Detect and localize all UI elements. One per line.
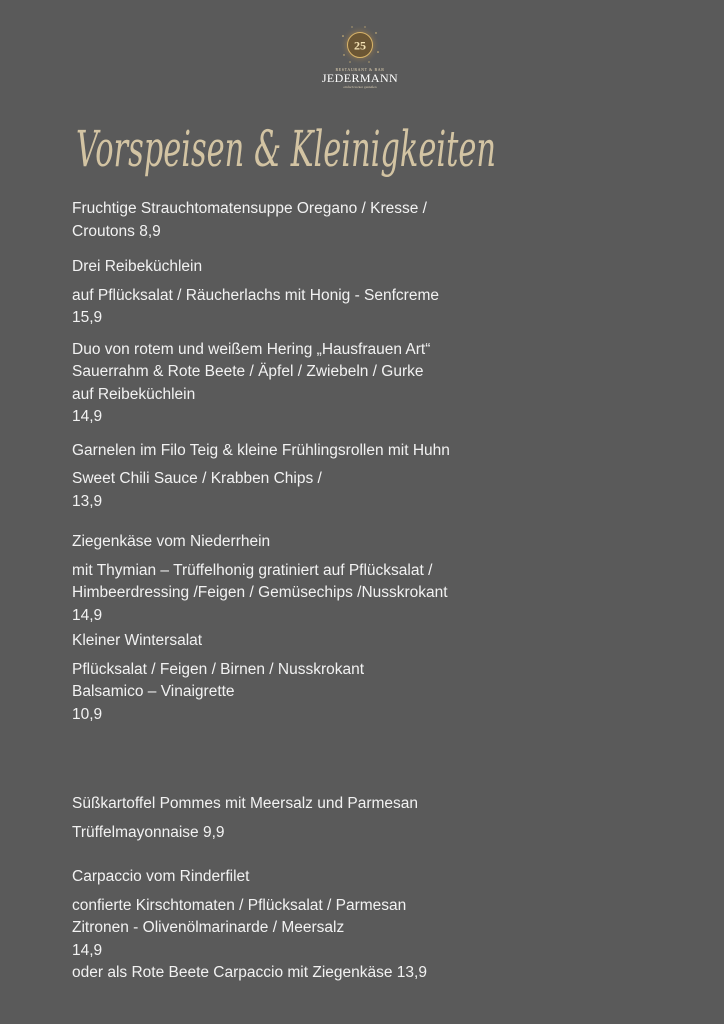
menu-item-line: 10,9 [72, 705, 103, 723]
section-heading-text: Vorspeisen & Kleinigkeiten [76, 120, 496, 178]
menu-item-title: Drei Reibeküchlein [72, 258, 203, 275]
menu-list [72, 198, 692, 985]
menu-item-line: Pflücksalat / Feigen / Birnen / Nusskrokant [72, 660, 365, 678]
menu-item-line: Sauerrahm & Rote Beete / Äpfel / Zwiebeln / Gurke [72, 363, 424, 380]
section-heading-script [74, 100, 514, 200]
menu-item-title: Ziegenkäse vom Niederrhein [72, 533, 271, 550]
menu-item-title: Süßkartoffel Pommes mit Meersalz und Parmesan [72, 795, 419, 812]
menu-item [72, 339, 692, 429]
logo-tagline: einfach lecker genießen [343, 85, 377, 89]
menu-item [72, 793, 692, 844]
menu-item-line: Fruchtige Strauchtomatensuppe Oregano / Kresse / [72, 200, 427, 217]
menu-item-line: Duo von rotem und weißem Hering „Hausfrauen Art“ [72, 340, 431, 358]
menu-item-line: 15,9 [72, 309, 103, 326]
menu-item-line: auf Reibeküchlein [72, 385, 196, 403]
menu-item-line: mit Thymian – Trüffelhonig gratiniert auf Pflücksalat / [72, 561, 433, 579]
logo-name: JEDERMANN [321, 71, 399, 85]
menu-item-line: Sweet Chili Sauce / Krabben Chips / [72, 470, 322, 487]
logo-emblem-icon [338, 24, 382, 66]
menu-item [72, 440, 692, 514]
logo-subtitle: RESTAURANT & BAR [335, 67, 385, 72]
menu-item-line: 14,9 [72, 941, 103, 959]
logo-number: 25 [354, 38, 366, 53]
menu-item-line: Zitronen - Olivenölmarinarde / Meersalz [72, 919, 345, 936]
menu-item [72, 256, 692, 330]
menu-item [72, 630, 692, 726]
section-heading [74, 100, 514, 200]
menu-item-line: 14,9 [72, 408, 103, 425]
restaurant-logo [300, 24, 420, 90]
menu-item-line: confierte Kirschtomaten / Pflücksalat / Parmesan [72, 896, 407, 914]
menu-item-line: auf Pflücksalat / Räucherlachs mit Honig - Senfcreme [72, 286, 439, 304]
menu-item-title: Carpaccio vom Rinderfilet [72, 868, 250, 885]
menu-item-title: Kleiner Wintersalat [72, 632, 203, 649]
menu-item-line: oder als Rote Beete Carpaccio mit Ziegenkäse 13,9 [72, 964, 427, 981]
menu-item [72, 866, 692, 985]
menu-item-line: Croutons 8,9 [72, 222, 161, 240]
menu-item-line: Himbeerdressing /Feigen / Gemüsechips /Nusskrokant [72, 584, 448, 601]
menu-item [72, 531, 692, 627]
menu-item-line: Trüffelmayonnaise 9,9 [72, 823, 225, 841]
menu-item-line: 13,9 [72, 492, 103, 510]
menu-item-line: Balsamico – Vinaigrette [72, 683, 235, 700]
menu-item-title: Garnelen im Filo Teig & kleine Frühlingsrollen mit Huhn [72, 441, 450, 459]
menu-item [72, 198, 692, 243]
menu-item-line: 14,9 [72, 606, 103, 624]
